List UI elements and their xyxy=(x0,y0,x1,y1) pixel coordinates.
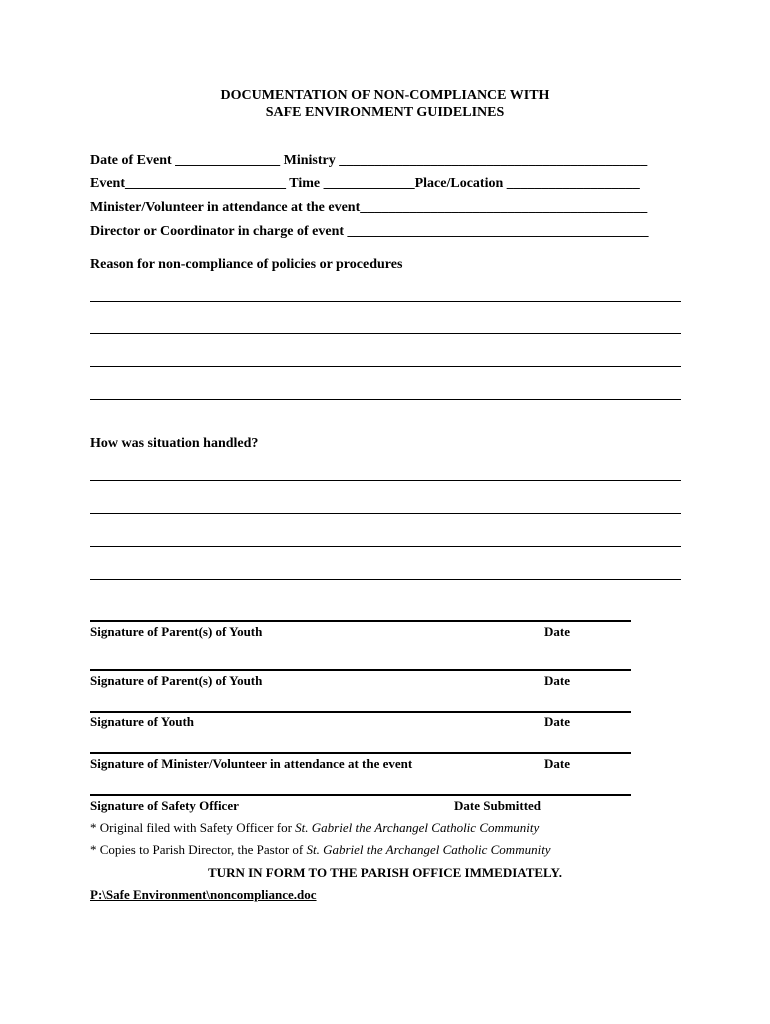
date-label-youth: Date xyxy=(544,714,570,729)
reason-line[interactable] xyxy=(90,333,681,334)
form-title-line-1: DOCUMENTATION OF NON-COMPLIANCE WITH xyxy=(220,88,550,103)
handled-line[interactable] xyxy=(90,546,681,547)
file-path: P:\Safe Environment\noncompliance.doc xyxy=(90,887,317,902)
handled-label: How was situation handled? xyxy=(90,436,259,451)
handled-line[interactable] xyxy=(90,480,681,481)
reason-line[interactable] xyxy=(90,366,681,367)
date-label-minister: Date xyxy=(544,756,570,771)
event-time-place-field[interactable]: Event_______________________ Time _____________Place/Location ___________________ xyxy=(90,176,640,191)
signature-label-safety-officer: Signature of Safety Officer xyxy=(90,798,239,813)
turn-in-instruction: TURN IN FORM TO THE PARISH OFFICE IMMEDIATELY. xyxy=(208,865,562,880)
signature-line-youth[interactable] xyxy=(90,711,631,713)
date-submitted-label: Date Submitted xyxy=(454,798,542,813)
reason-line[interactable] xyxy=(90,399,681,400)
note-copies-parish: St. Gabriel the Archangel Catholic Community xyxy=(306,842,551,857)
handled-line[interactable] xyxy=(90,579,681,580)
signature-line-parent-1[interactable] xyxy=(90,620,631,622)
signature-label-parent-1: Signature of Parent(s) of Youth xyxy=(90,624,263,639)
note-copies xyxy=(90,842,551,858)
signature-line-safety-officer[interactable] xyxy=(90,794,631,796)
signature-line-minister[interactable] xyxy=(90,752,631,754)
director-coordinator-field[interactable]: Director or Coordinator in charge of event ___________________________________________ xyxy=(90,224,649,239)
reason-line[interactable] xyxy=(90,301,681,302)
note-original-filed-text: * Original filed with Safety Officer for xyxy=(90,820,296,835)
signature-label-youth: Signature of Youth xyxy=(90,714,195,729)
signature-line-parent-2[interactable] xyxy=(90,669,631,671)
signature-label-parent-2: Signature of Parent(s) of Youth xyxy=(90,673,263,688)
note-original-filed xyxy=(90,820,539,836)
event-date-ministry-field[interactable]: Date of Event _______________ Ministry ____________________________________________ xyxy=(90,153,648,168)
note-copies-text: * Copies to Parish Director, the Pastor of xyxy=(90,842,307,857)
form-title-line-2: SAFE ENVIRONMENT GUIDELINES xyxy=(265,105,505,120)
minister-volunteer-field[interactable]: Minister/Volunteer in attendance at the event_________________________________________ xyxy=(90,200,648,215)
note-original-filed-parish: St. Gabriel the Archangel Catholic Community xyxy=(295,820,540,835)
date-label-parent-2: Date xyxy=(544,673,570,688)
reason-label: Reason for non-compliance of policies or procedures xyxy=(90,257,403,272)
handled-line[interactable] xyxy=(90,513,681,514)
signature-label-minister: Signature of Minister/Volunteer in attendance at the event xyxy=(90,756,413,771)
date-label-parent-1: Date xyxy=(544,624,570,639)
